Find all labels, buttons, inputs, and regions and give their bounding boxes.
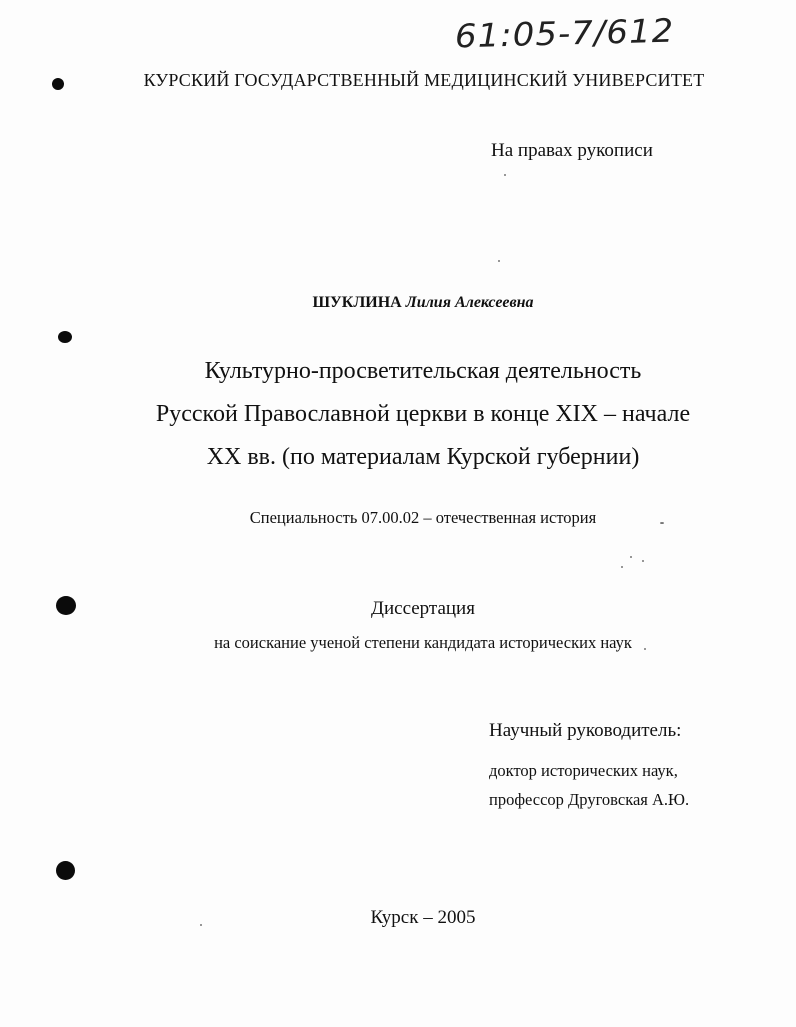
punch-hole-3 [56,596,76,615]
rights-notice: На правах рукописи [491,140,653,161]
advisor-label: Научный руководитель: [489,720,682,741]
author-surname: ШУКЛИНА [312,294,402,311]
dissertation-heading: Диссертация [371,598,475,619]
title-line-1: Культурно-просветительская деятельность [204,358,642,384]
scan-speck [200,924,202,926]
advisor-name: профессор Друговская А.Ю. [489,790,690,809]
scan-speck [644,648,646,650]
dissertation-subheading: на соискание ученой степени кандидата исторических наук [214,633,632,652]
advisor-degree: доктор исторических наук, [489,761,678,780]
punch-hole-4 [56,861,75,880]
scan-speck [498,260,500,262]
scan-speck [642,560,644,562]
scan-speck [621,566,623,568]
punch-hole-1 [52,78,64,90]
scan-speck [660,522,664,524]
scan-speck [504,174,506,176]
title-line-2: Русской Православной церкви в конце XIX – начале [155,401,691,427]
city-year: Курск – 2005 [370,907,476,928]
dissertation-title [0,350,796,479]
archive-stamp: 61:05-7/612 [454,12,675,56]
scan-speck [630,556,632,558]
punch-hole-2 [58,331,72,343]
author-name [0,294,796,312]
speciality-line: Специальность 07.00.02 – отечественная история [249,508,597,527]
title-line-3: XX вв. (по материалам Курской губернии) [206,444,640,470]
university-name: КУРСКИЙ ГОСУДАРСТВЕННЫЙ МЕДИЦИНСКИЙ УНИВЕРСИТЕТ [143,70,705,90]
author-given-names: Лилия Алексеевна [405,294,534,311]
